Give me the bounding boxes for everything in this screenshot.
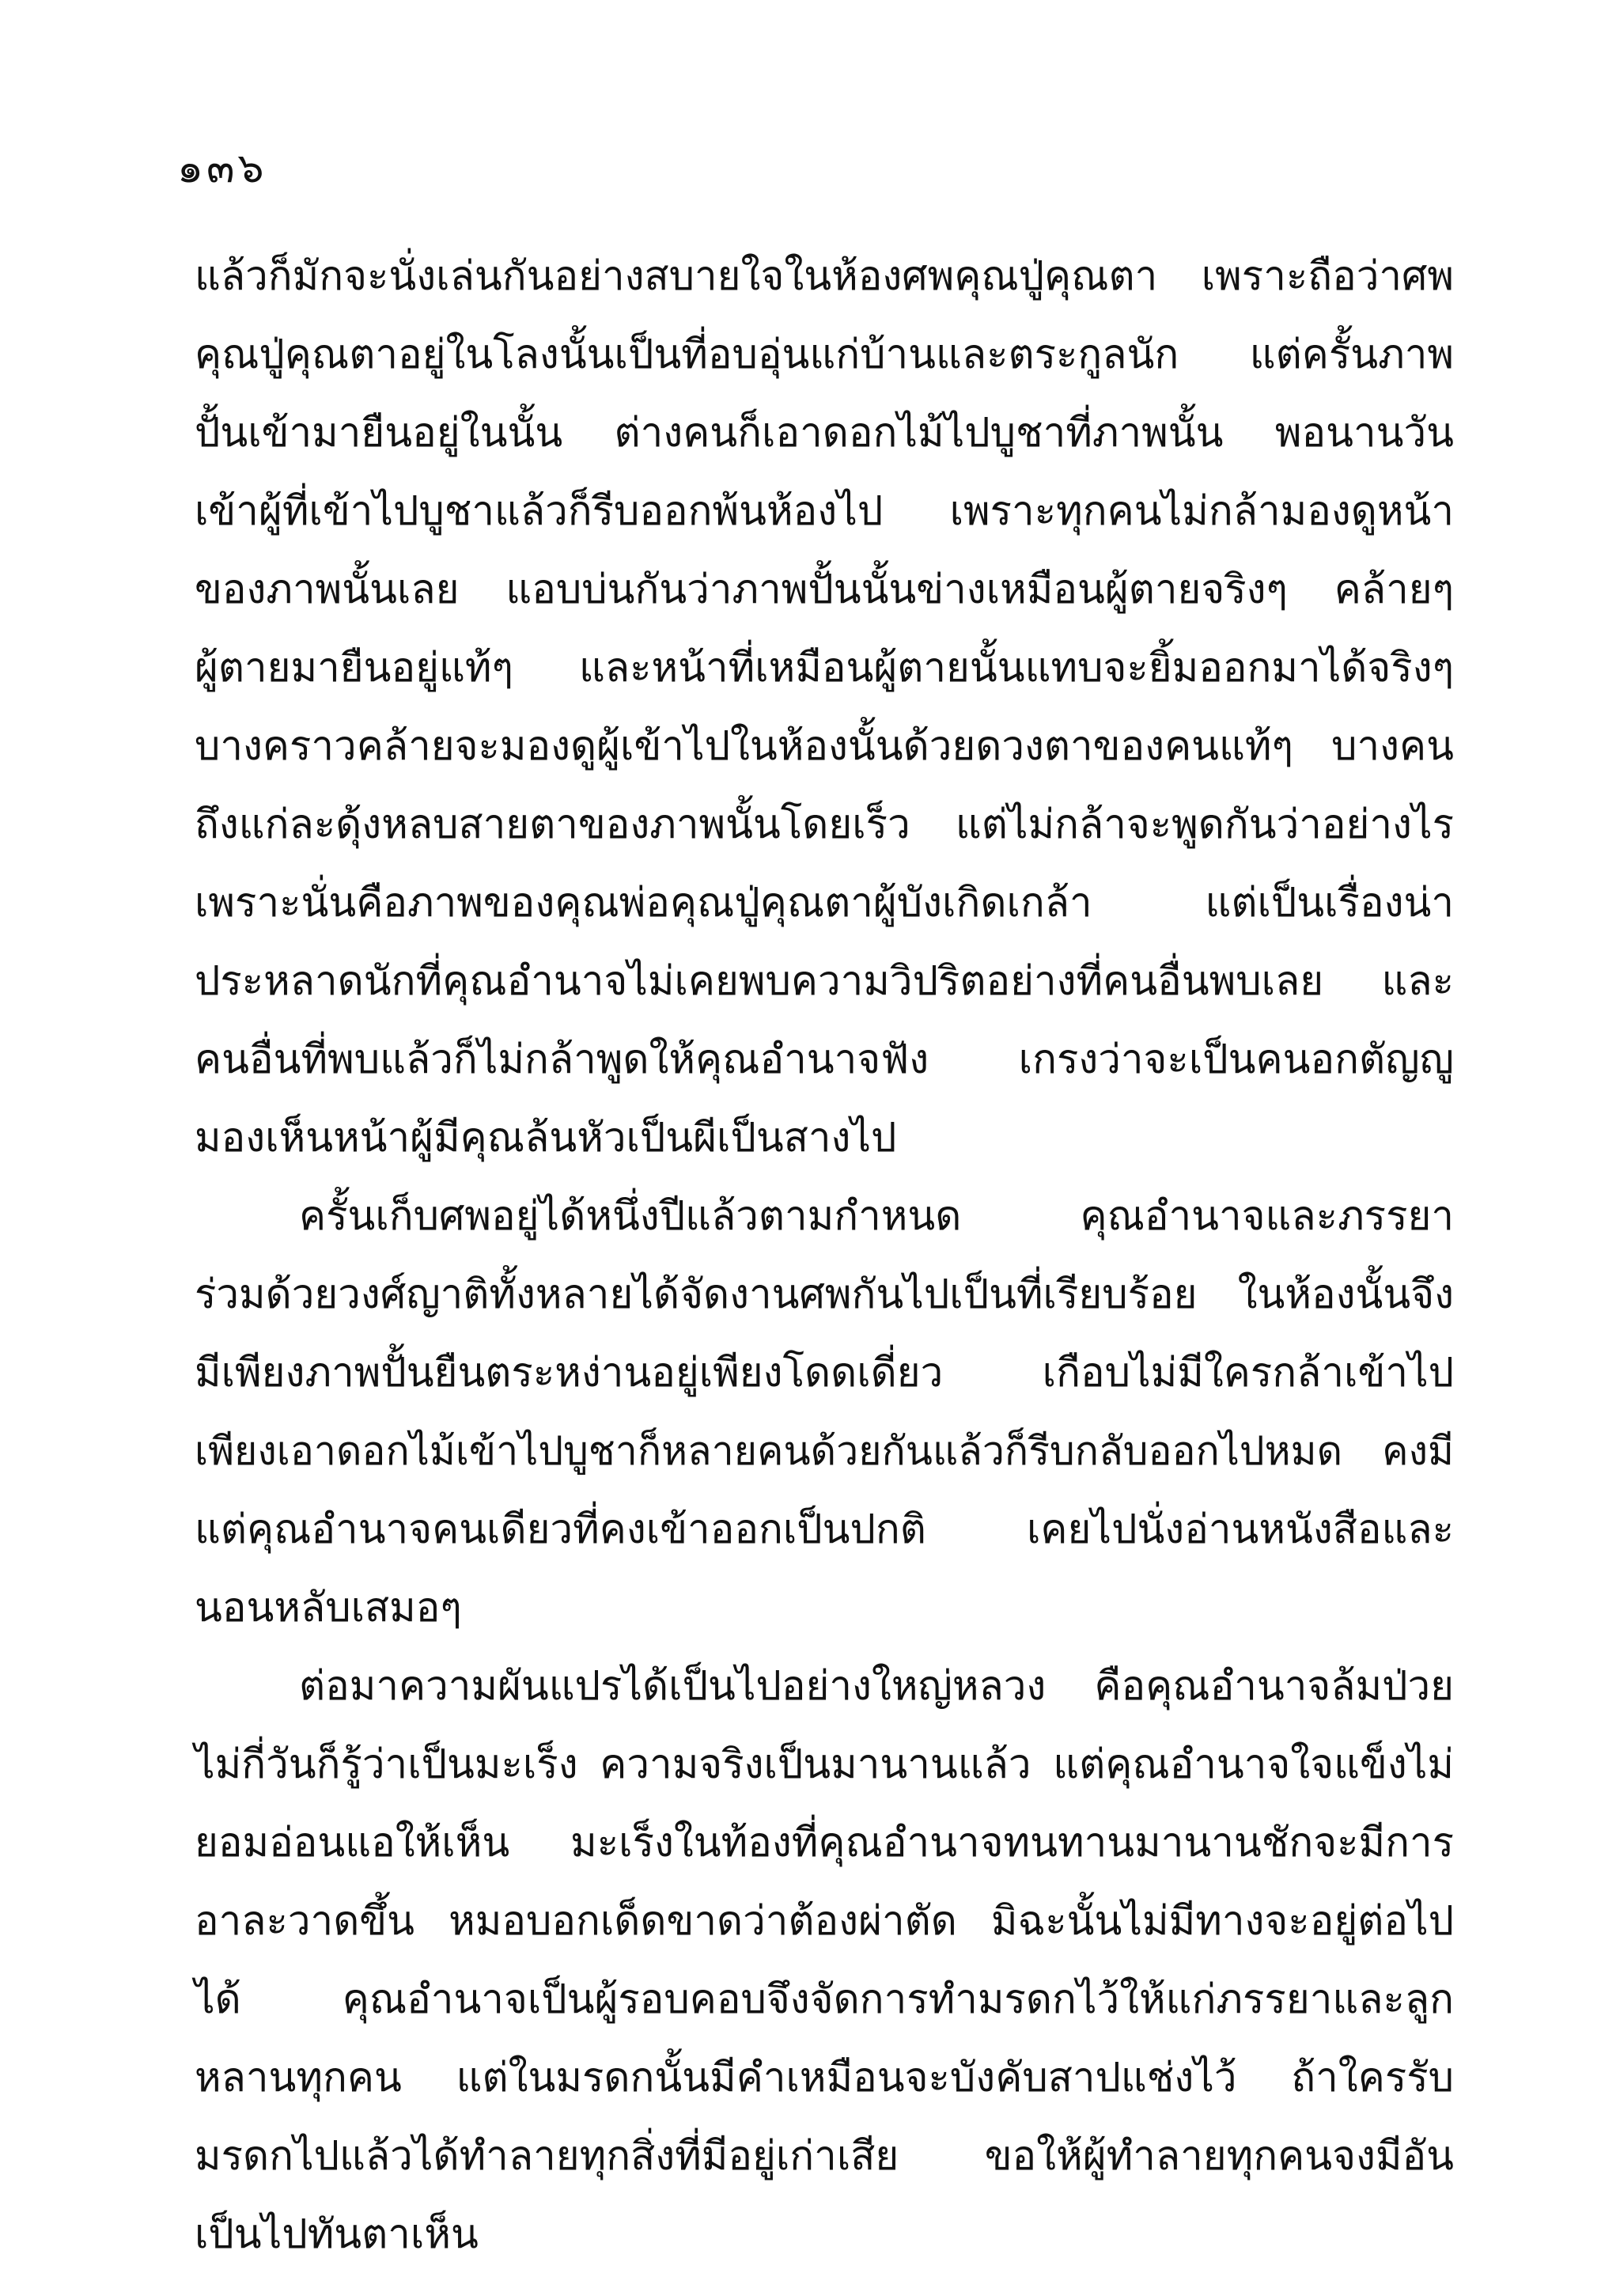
body-text bbox=[195, 237, 1454, 2274]
text-segment: คนอื่นที่พบแล้วก็ไม่กล้าพูดให้คุณอำนาจฟัง bbox=[195, 1036, 929, 1083]
text-line bbox=[195, 1961, 1454, 2039]
text-line bbox=[195, 2039, 1454, 2117]
text-line bbox=[195, 942, 1454, 1021]
text-line bbox=[195, 1021, 1454, 1099]
text-line bbox=[195, 2117, 1454, 2196]
text-line bbox=[195, 551, 1454, 629]
text-segment: ประหลาดนักที่คุณอำนาจไม่เคยพบความวิปริตอย่างที่คนอื่นพบเลย bbox=[195, 958, 1324, 1005]
text-segment: เคยไปนั่งอ่านหนังสือและ bbox=[1026, 1506, 1454, 1553]
text-segment: ขอให้ผู้ทำลายทุกคนจงมีอัน bbox=[984, 2133, 1454, 2180]
text-segment: แต่ไม่กล้าจะพูดกันว่าอย่างไร bbox=[955, 801, 1454, 848]
paragraph bbox=[195, 1177, 1454, 1647]
text-segment: แอบบ่นกันว่าภาพปั้นนั้นข่างเหมือนผู้ตายจริงๆ bbox=[505, 566, 1288, 613]
text-line bbox=[195, 1491, 1454, 1569]
text-segment: บางคน bbox=[1331, 723, 1454, 770]
text-segment: เพราะนั่นคือภาพของคุณพ่อคุณปู่คุณตาผู้บังเกิดเกล้า bbox=[195, 880, 1092, 926]
text-line bbox=[195, 2196, 1454, 2274]
text-segment: ได้ bbox=[195, 1976, 241, 2023]
text-segment: เพราะถือว่าศพ bbox=[1201, 253, 1454, 300]
text-segment: หลานทุกคน bbox=[195, 2055, 402, 2101]
text-segment: คือคุณอำนาจล้มป่วย bbox=[1094, 1663, 1454, 1710]
text-segment: เป็นไปทันตาเห็น bbox=[195, 2211, 479, 2258]
text-segment: แต่เป็นเรื่องน่า bbox=[1205, 880, 1454, 926]
text-line bbox=[195, 1256, 1454, 1334]
text-segment: คุณอำนาจเป็นผู้รอบคอบจึงจัดการทำมรดกไว้ให้แก่ภรรยาและลูก bbox=[342, 1976, 1454, 2023]
text-line bbox=[195, 1177, 1454, 1256]
text-segment: พอนานวัน bbox=[1274, 410, 1454, 457]
text-line bbox=[195, 472, 1454, 551]
text-segment: แต่ในมรดกนั้นมีคำเหมือนจะบังคับสาปแช่งไว้ bbox=[456, 2055, 1237, 2101]
text-segment: คล้ายๆ bbox=[1334, 566, 1454, 613]
text-line bbox=[195, 1726, 1454, 1804]
text-line bbox=[195, 1569, 1454, 1647]
text-line bbox=[195, 394, 1454, 472]
text-line bbox=[195, 1882, 1454, 1961]
text-segment: ความจริงเป็นมานานแล้ว bbox=[600, 1741, 1031, 1788]
text-segment: แต่คุณอำนาจคนเดียวที่คงเข้าออกเป็นปกติ bbox=[195, 1506, 926, 1553]
text-segment: ครั้นเก็บศพอยู่ได้หนึ่งปีแล้วตามกำหนด bbox=[299, 1193, 962, 1240]
text-segment: เกือบไม่มีใครกล้าเข้าไป bbox=[1042, 1350, 1454, 1396]
text-segment: ถ้าใครรับ bbox=[1291, 2055, 1454, 2101]
text-segment: แล้วก็มักจะนั่งเล่นกันอย่างสบายใจในห้องศพคุณปู่คุณตา bbox=[195, 253, 1158, 300]
text-segment: เกรงว่าจะเป็นคนอกตัญญู bbox=[1018, 1036, 1454, 1083]
text-segment: ในห้องนั้นจึง bbox=[1237, 1271, 1454, 1318]
text-line bbox=[195, 1334, 1454, 1412]
text-segment: เพราะทุกคนไม่กล้ามองดูหน้า bbox=[949, 488, 1454, 535]
text-segment: คงมี bbox=[1382, 1428, 1454, 1474]
text-line bbox=[195, 629, 1454, 707]
text-segment: คุณปู่คุณตาอยู่ในโลงนั้นเป็นที่อบอุ่นแก่บ้านและตระกูลนัก bbox=[195, 332, 1179, 378]
paragraph bbox=[195, 237, 1454, 1177]
text-segment: อาละวาดขึ้น bbox=[195, 1898, 415, 1945]
text-line bbox=[195, 1099, 1454, 1177]
text-segment: ปั้นเข้ามายืนอยู่ในนั้น bbox=[195, 410, 563, 457]
text-line bbox=[195, 786, 1454, 864]
text-segment: แต่คุณอำนาจใจแข็งไม่ bbox=[1053, 1741, 1454, 1788]
text-segment: ผู้ตายมายืนอยู่แท้ๆ bbox=[195, 645, 513, 691]
text-segment: และหน้าที่เหมือนผู้ตายนั้นแทบจะยิ้มออกมาได้จริงๆ bbox=[578, 645, 1454, 691]
text-segment: เพียงเอาดอกไม้เข้าไปบูชาก็หลายคนด้วยกันแล้วก็รีบกลับออกไปหมด bbox=[195, 1428, 1343, 1474]
text-segment: มะเร็งในท้องที่คุณอำนาจทนทานมานานชักจะมีการ bbox=[570, 1820, 1454, 1866]
text-segment: บางคราวคล้ายจะมองดูผู้เข้าไปในห้องนั้นด้วยดวงตาของคนแท้ๆ bbox=[195, 723, 1293, 770]
text-segment: หมอบอกเด็ดขาดว่าต้องผ่าตัด bbox=[449, 1898, 957, 1945]
text-segment: ต่างคนก็เอาดอกไม้ไปบูชาที่ภาพนั้น bbox=[614, 410, 1224, 457]
page-number: ๑๓๖ bbox=[177, 145, 267, 192]
text-line bbox=[195, 707, 1454, 786]
text-segment: ยอมอ่อนแอให้เห็น bbox=[195, 1820, 510, 1866]
text-segment: ต่อมาความผันแปรได้เป็นไปอย่างใหญ่หลวง bbox=[299, 1663, 1047, 1710]
text-segment: ถึงแก่ละดุ้งหลบสายตาของภาพนั้นโดยเร็ว bbox=[195, 801, 910, 848]
text-segment: มิฉะนั้นไม่มีทางจะอยู่ต่อไป bbox=[990, 1898, 1454, 1945]
text-line bbox=[195, 1412, 1454, 1491]
text-segment: ร่วมด้วยวงศ์ญาติทั้งหลายได้จัดงานศพกันไปเป็นที่เรียบร้อย bbox=[195, 1271, 1198, 1318]
text-segment: ไม่กี่วันก็รู้ว่าเป็นมะเร็ง bbox=[195, 1741, 578, 1788]
text-line bbox=[195, 864, 1454, 942]
text-line bbox=[195, 237, 1454, 316]
text-segment: แต่ครั้นภาพ bbox=[1249, 332, 1454, 378]
text-segment: นอนหลับเสมอๆ bbox=[195, 1585, 462, 1631]
text-segment: มรดกไปแล้วได้ทำลายทุกสิ่งที่มีอยู่เก่าเสีย bbox=[195, 2133, 899, 2180]
text-segment: เข้าผู้ที่เข้าไปบูชาแล้วก็รีบออกพ้นห้องไป bbox=[195, 488, 884, 535]
text-segment: คุณอำนาจและภรรยา bbox=[1080, 1193, 1454, 1240]
text-line bbox=[195, 316, 1454, 394]
text-segment: ของภาพนั้นเลย bbox=[195, 566, 460, 613]
text-segment: มีเพียงภาพปั้นยืนตระหง่านอยู่เพียงโดดเดี่ยว bbox=[195, 1350, 944, 1396]
text-segment: และ bbox=[1381, 958, 1454, 1005]
text-segment: มองเห็นหน้าผู้มีคุณล้นหัวเป็นผีเป็นสางไป bbox=[195, 1115, 897, 1161]
paragraph bbox=[195, 1647, 1454, 2274]
text-line bbox=[195, 1647, 1454, 1726]
text-line bbox=[195, 1804, 1454, 1882]
